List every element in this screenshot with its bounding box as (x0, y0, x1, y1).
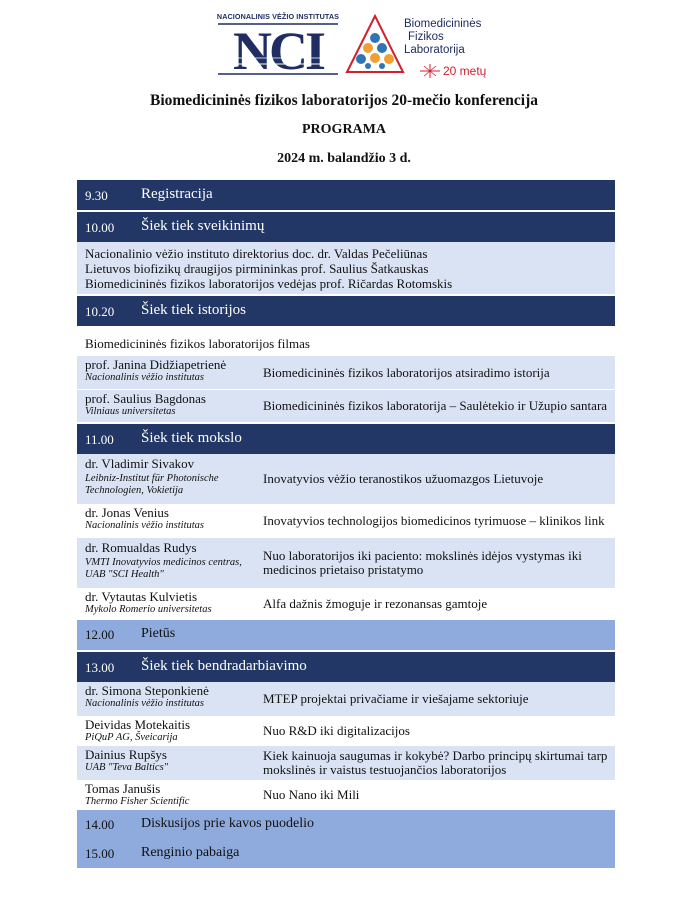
bfl-years: 20 metų (443, 64, 487, 78)
talk-topic: Nuo R&D iki digitalizacijos (263, 723, 410, 738)
welcome-line: Lietuvos biofizikų draugijos pirmininkas prof. Saulius Šatkauskas (85, 261, 429, 276)
speaker-name: dr. Jonas Venius (85, 505, 169, 520)
session-time: 15.00 (85, 846, 115, 861)
program-heading: PROGRAMA (302, 122, 386, 137)
laser-spark-icon (420, 64, 440, 78)
speaker (77, 504, 257, 538)
speaker (77, 716, 257, 746)
history-film: Biomedicininės fizikos laboratorijos filmas (77, 326, 615, 356)
nci-letters: NCI (232, 22, 324, 76)
talk-row (77, 588, 615, 620)
session-label: Šiek tiek istorijos (141, 302, 246, 318)
talk-row (77, 538, 615, 588)
session-cooperation (77, 652, 615, 682)
speaker-affiliation: Leibniz-Institut für Photonische Technologien, Vokietija (85, 473, 219, 496)
talk-row (77, 454, 615, 504)
talk-topic: Nuo Nano iki Mili (263, 787, 360, 802)
session-label: Šiek tiek bendradarbiavimo (141, 658, 307, 674)
session-time: 9.30 (85, 188, 108, 203)
welcome-line: Nacionalinio vėžio instituto direktorius doc. dr. Valdas Pečeliūnas (85, 246, 428, 261)
session-closing (77, 839, 615, 868)
session-label: Diskusijos prie kavos puodelio (141, 816, 315, 831)
speaker-affiliation: Nacionalinis vėžio institutas (85, 372, 205, 383)
speaker-name: prof. Janina Didžiapetrienė (85, 357, 227, 372)
speaker-affiliation: Vilniaus universitetas (85, 406, 176, 417)
session-welcome (77, 212, 615, 242)
talk-topic: Nuo laboratorijos iki paciento: mokslinės idėjos vystymas iki medicinos prietaiso pristatymo (263, 548, 582, 577)
speaker-name: Tomas Janušis (85, 781, 161, 796)
talk-topic: Biomedicininės fizikos laboratorija – Saulėtekio ir Užupio santara (263, 398, 608, 413)
speaker (77, 356, 257, 389)
speaker-affiliation: VMTI Inovatyvios medicinos centras, UAB "SCI Health" (85, 557, 242, 580)
session-history (77, 296, 615, 326)
talk-row (77, 716, 615, 746)
session-label: Renginio pabaiga (141, 845, 240, 860)
speaker-affiliation: Nacionalinis vėžio institutas (85, 698, 205, 709)
session-time: 12.00 (85, 627, 115, 642)
talk-topic: Inovatyvios technologijos biomedicinos tyrimuose – klinikos link (263, 513, 605, 528)
bfl-logo (344, 12, 504, 80)
session-label: Registracija (141, 186, 213, 202)
talk-row (77, 746, 615, 780)
speaker (77, 588, 257, 620)
welcome-line: Biomedicininės fizikos laboratorijos vedėjas prof. Ričardas Rotomskis (85, 276, 453, 291)
nci-logo (216, 12, 340, 76)
header-logos (0, 10, 688, 80)
welcome-speakers (77, 242, 615, 294)
speaker-name: dr. Vytautas Kulvietis (85, 589, 198, 604)
session-science (77, 424, 615, 454)
talk-row (77, 780, 615, 810)
nci-logo-caption: NACIONALINIS VĖŽIO INSTITUTAS (216, 12, 340, 21)
session-time: 11.00 (85, 432, 114, 447)
speaker-affiliation: Mykolo Romerio universitetas (85, 604, 212, 615)
speaker-affiliation: Thermo Fisher Scientific (85, 796, 190, 807)
speaker-name: dr. Simona Steponkienė (85, 683, 209, 698)
speaker-affiliation: Nacionalinis vėžio institutas (85, 520, 205, 531)
program-table (77, 180, 615, 868)
talk-topic: Kiek kainuoja saugumas ir kokybė? Darbo principų skirtumai tarp mokslinės ir vaistus testuojančios laboratorijos (263, 748, 608, 777)
session-label: Šiek tiek mokslo (141, 430, 242, 446)
speaker (77, 538, 257, 588)
talk-topic: Biomedicininės fizikos laboratorijos atsiradimo istorija (263, 364, 550, 380)
speaker-name: Dainius Rupšys (85, 747, 167, 762)
session-time: 13.00 (85, 660, 115, 675)
session-time: 10.20 (85, 304, 115, 319)
speaker-name: prof. Saulius Bagdonas (85, 391, 206, 406)
session-label: Pietūs (141, 626, 176, 641)
speaker (77, 780, 257, 810)
bfl-logo-text: Biomedicininės Fizikos Laboratorija (404, 18, 482, 56)
nci-logo-mark (216, 22, 340, 76)
session-time: 14.00 (85, 817, 115, 832)
talk-topic: Alfa dažnis žmoguje ir rezonansas gamtoje (263, 596, 488, 611)
session-time: 10.00 (85, 220, 115, 235)
speaker-affiliation: UAB "Teva Baltics" (85, 762, 169, 773)
conference-date: 2024 m. balandžio 3 d. (277, 151, 411, 166)
speaker (77, 454, 257, 504)
talk-topic: MTEP projektai privačiame ir viešajame sektoriuje (263, 691, 529, 706)
conference-title: Biomedicininės fizikos laboratorijos 20-mečio konferencija (149, 92, 539, 109)
talk-row (77, 356, 615, 389)
bfl-triangle-icon (344, 12, 406, 78)
talk-row (77, 682, 615, 716)
session-lunch (77, 620, 615, 650)
speaker (77, 746, 257, 780)
talk-row (77, 504, 615, 538)
session-discussion (77, 810, 615, 839)
speaker (77, 390, 257, 422)
session-registration (77, 180, 615, 210)
talk-row (77, 389, 615, 422)
speaker-name: Deividas Motekaitis (85, 717, 191, 732)
session-label: Šiek tiek sveikinimų (141, 218, 265, 234)
speaker-name: dr. Vladimir Sivakov (85, 456, 195, 471)
talk-topic: Inovatyvios vėžio teranostikos užuomazgos Lietuvoje (263, 471, 544, 486)
speaker-affiliation: PiQuP AG, Šveicarija (85, 732, 178, 743)
speaker-name: dr. Romualdas Rudys (85, 540, 197, 555)
speaker (77, 682, 257, 716)
